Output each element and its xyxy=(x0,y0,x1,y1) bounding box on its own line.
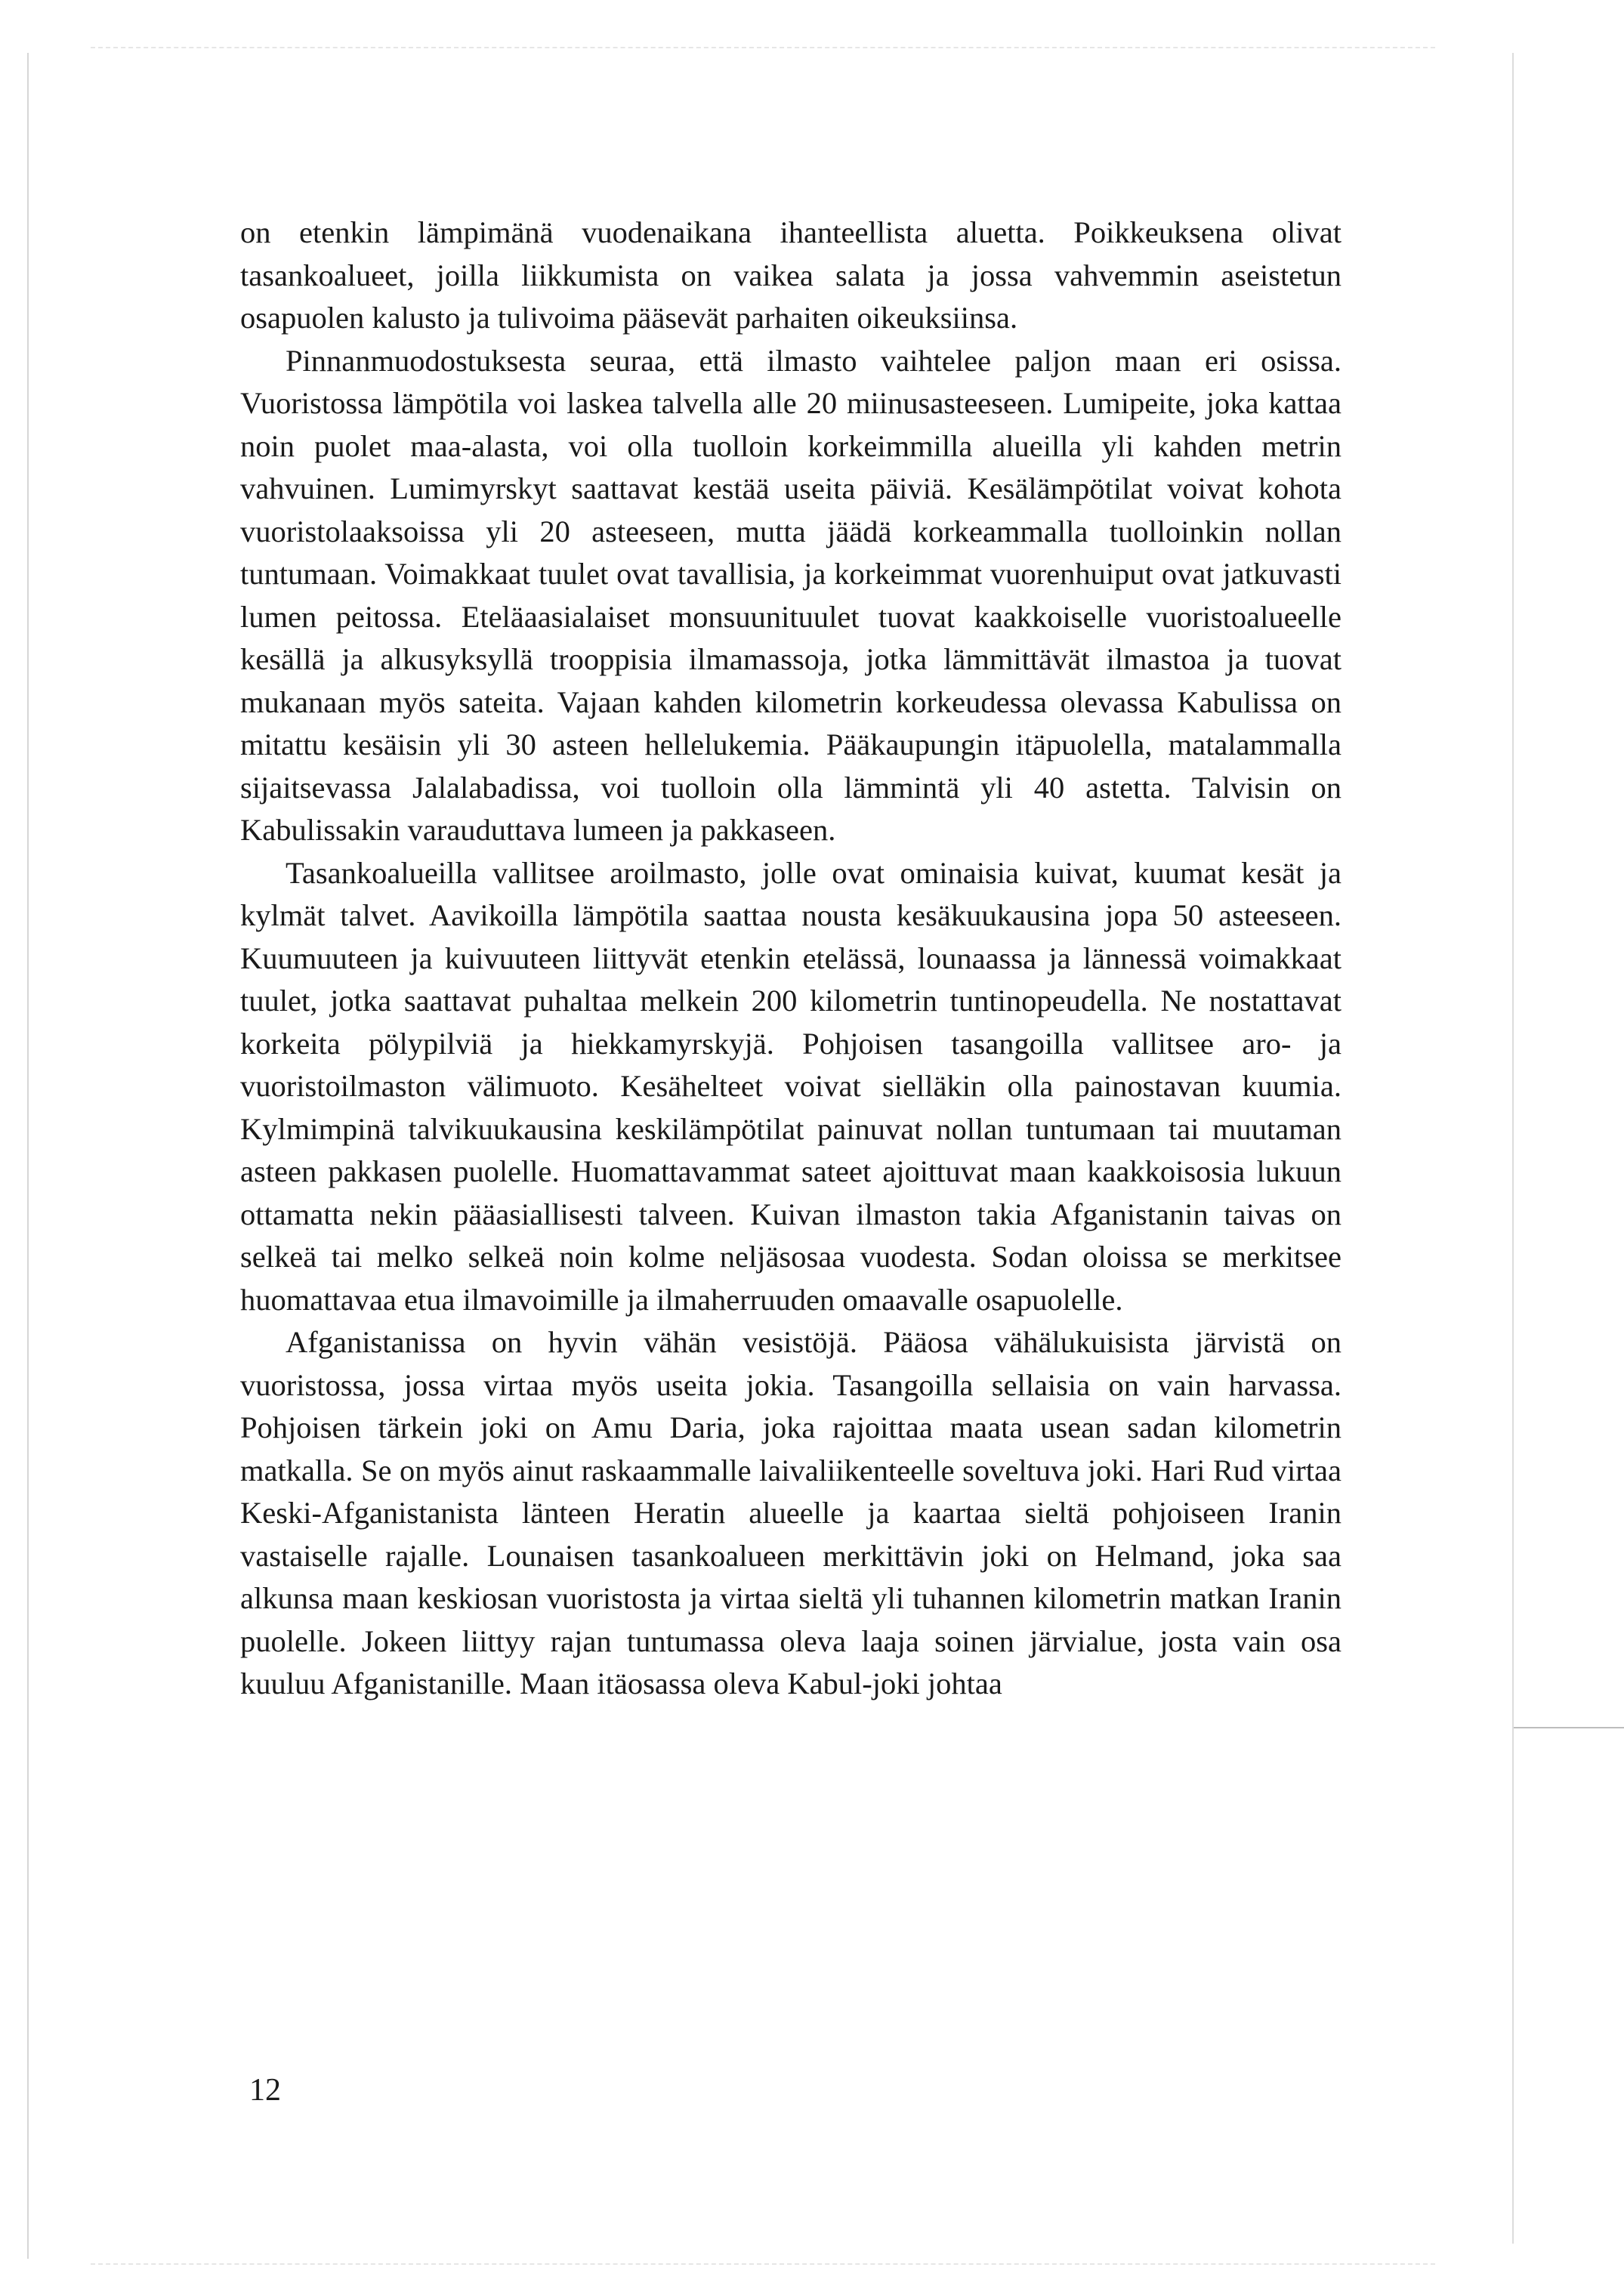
body-text xyxy=(240,212,1341,1706)
scan-edge-top xyxy=(91,47,1435,49)
paragraph-plains: Tasankoalueilla vallitsee aroilmasto, jolle ovat ominaisia kuivat, kuumat kesät ja kylmät talvet. Aavikoilla lämpötila saattaa nousta kesäkuukausina jopa 50 asteeseen. Kuumuuteen ja kuivuuteen liittyvät etenkin etelässä, lounaassa ja lännessä voimakkaat tuulet, jotka saattavat puhaltaa melkein 200 kilometrin tuntinopeudella. Ne nostattavat korkeita pölypilviä ja hiekkamyrskyjä. Pohjoisen tasangoilla vallitsee aro- ja vuoristoilmaston välimuoto. Kesähelteet voivat sielläkin olla painostavan kuumia. Kylmimpinä talvikuukausina keskilämpötilat painuvat nollan tuntumaan tai muutaman asteen pakkasen puolelle. Huomattavammat sateet ajoittuvat maan kaakkoisosia lukuun ottamatta nekin pääasiallisesti talveen. Kuivan ilmaston takia Afganistanin taivas on selkeä tai melko selkeä noin kolme neljäsosaa vuodesta. Sodan oloissa se merkitsee huomattavaa etua ilmavoimille ja ilmaherruuden omaavalle osapuolelle. xyxy=(240,855,1341,1317)
paragraph-climate: Pinnanmuodostuksesta seuraa, että ilmasto vaihtelee paljon maan eri osissa. Vuoristossa lämpötila voi laskea talvella alle 20 miinusasteeseen. Lumipeite, joka kattaa noin puolet maa-alasta, voi olla tuolloin korkeimmilla alueilla yli kahden metrin vahvuinen. Lumimyrskyt saattavat kestää useita päiviä. Kesälämpötilat voivat kohota vuoristolaaksoissa yli 20 asteeseen, mutta jäädä korkeammalla tuolloinkin nollan tuntumaan. Voimakkaat tuulet ovat tavallisia, ja korkeimmat vuorenhuiput ovat jatkuvasti lumen peitossa. Eteläaasialaiset monsuunituulet tuovat kaakkoiselle vuoristoalueelle kesällä ja alkusyksyllä trooppisia ilmamassoja, jotka lämmittävät ilmastoa ja tuovat mukanaan myös sateita. Vajaan kahden kilometrin korkeudessa olevassa Kabulissa on mitattu kesäisin yli 30 asteen hellelukemia. Pääkaupungin itäpuolella, matalammalla sijaitsevassa Jalalabadissa, voi tuolloin olla lämmintä yli 40 astetta. Talvisin on Kabulissakin varauduttava lumeen ja pakkaseen. xyxy=(240,343,1341,847)
scan-edge-right xyxy=(1512,53,1514,2244)
scan-edge-mark xyxy=(1514,1727,1624,1728)
paragraph-waters: Afganistanissa on hyvin vähän vesistöjä. Pääosa vähälukuisista järvistä on vuoristossa, jossa virtaa myös useita jokia. Tasangoilla sellaisia on vain harvassa. Pohjoisen tärkein joki on Amu Daria, joka rajoittaa maata usean sadan kilometrin matkalla. Se on myös ainut raskaammalle laivaliikenteelle soveltuva joki. Hari Rud virtaa Keski-Afganistanista länteen Heratin alueelle ja kaartaa sieltä pohjoiseen Iranin vastaiselle rajalle. Lounaisen tasankoalueen merkittävin joki on Helmand, joka saa alkunsa maan keskiosan vuoristosta ja virtaa sieltä yli tuhannen kilometrin matkan Iranin puolelle. Jokeen liittyy rajan tuntumassa oleva laaja soinen järvialue, josta vain osa kuuluu Afganistanille. Maan itäosassa oleva Kabul-joki johtaa xyxy=(240,1325,1341,1700)
page-number: 12 xyxy=(249,2073,281,2108)
scan-edge-bottom xyxy=(91,2263,1435,2266)
scan-edge-left xyxy=(27,53,29,2259)
paragraph-continuation: on etenkin lämpimänä vuodenaikana ihanteellista aluetta. Poikkeuksena olivat tasankoalueet, joilla liikkumista on vaikea salata ja jossa vahvemmin aseistetun osapuolen kalusto ja tulivoima pääsevät parhaiten oikeuksiinsa. xyxy=(240,215,1341,335)
